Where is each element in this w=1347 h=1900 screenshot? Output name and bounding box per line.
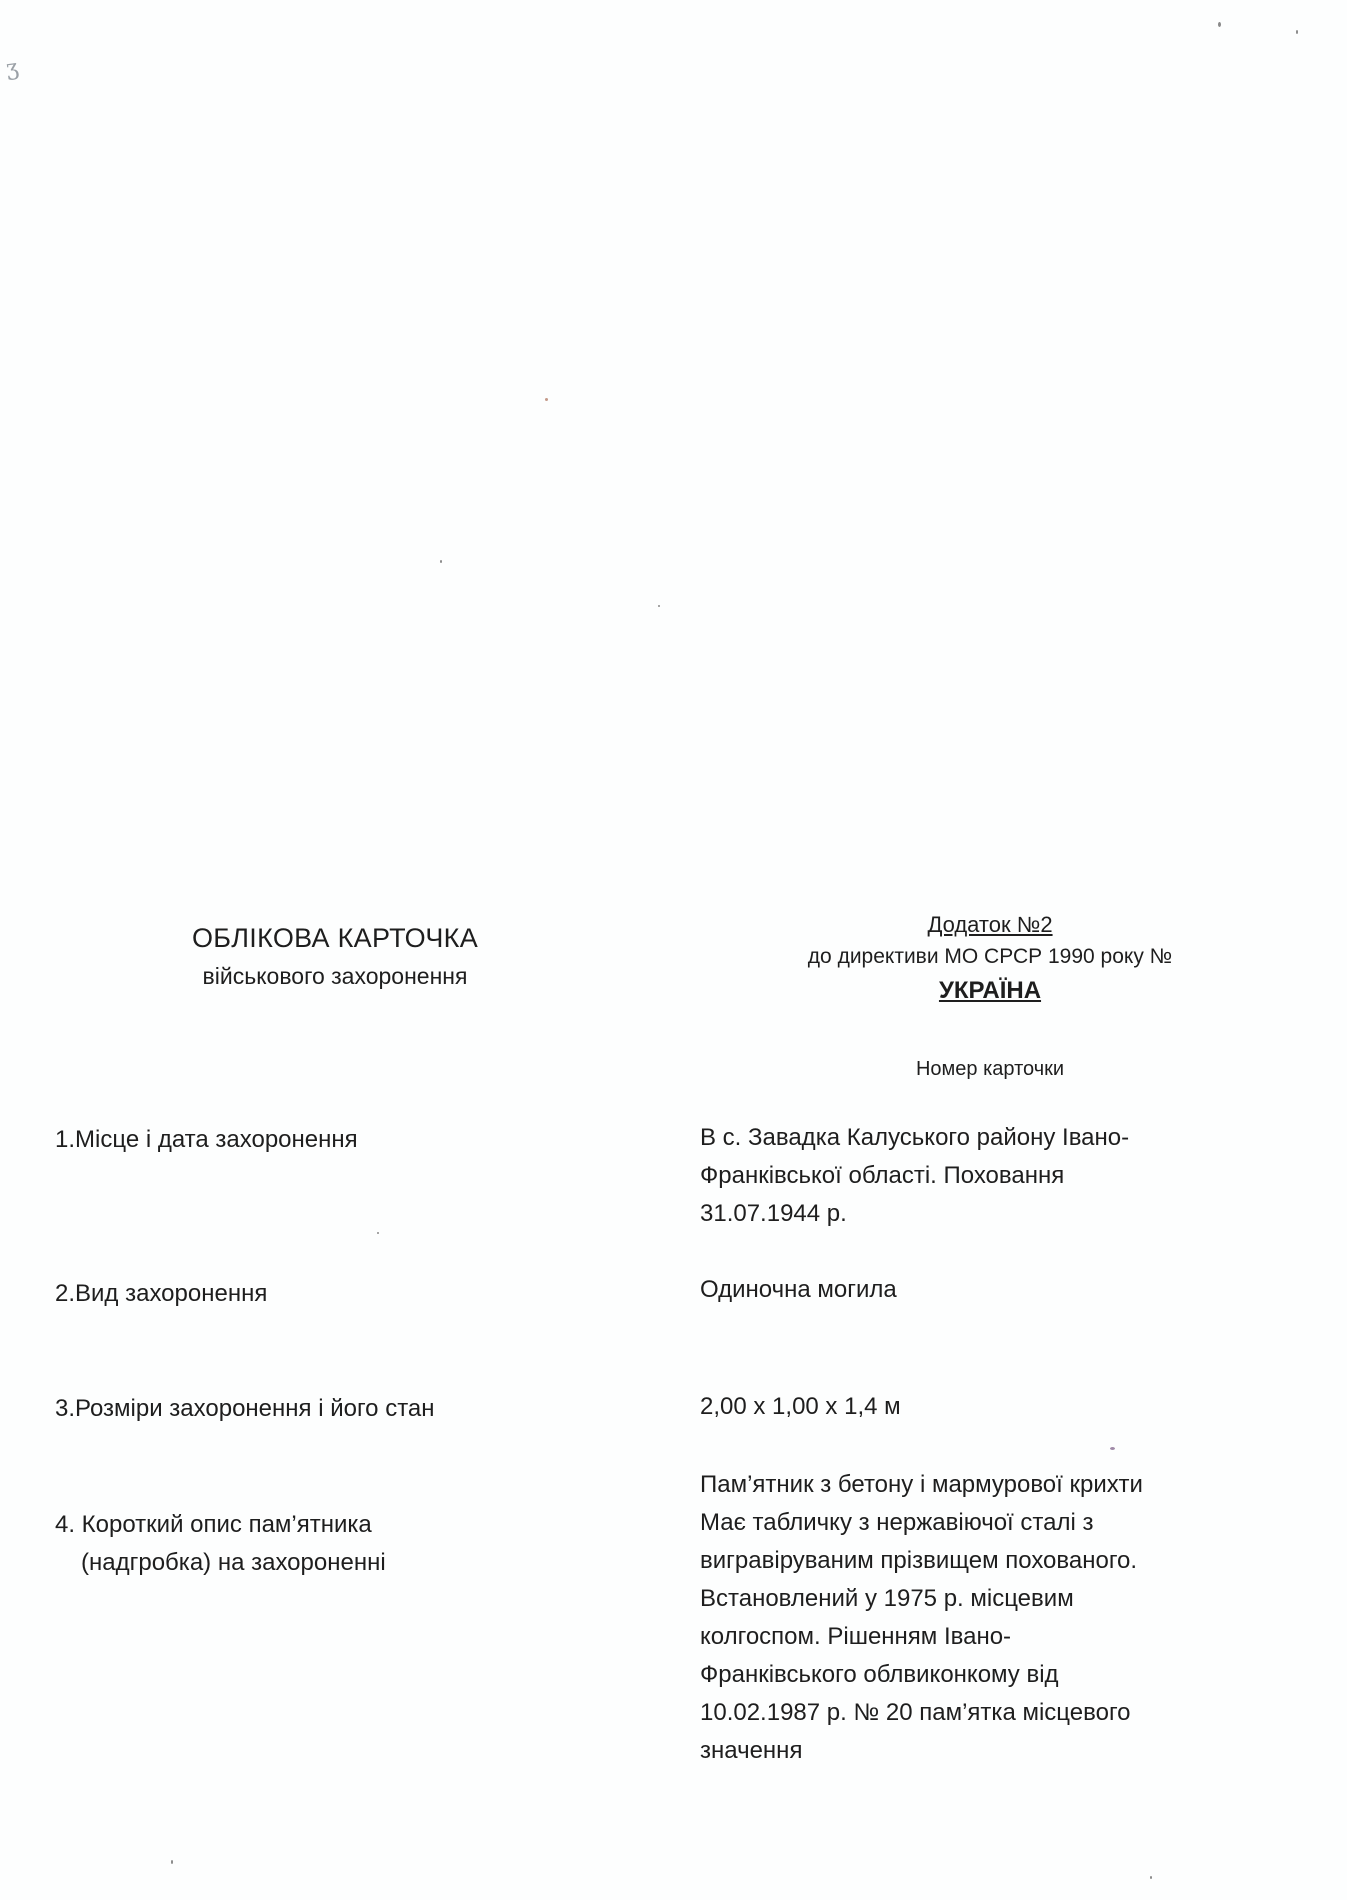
value-line: Одиночна могила: [700, 1276, 897, 1303]
field-burial-size-value: [700, 1388, 1300, 1426]
scan-speck: [171, 1860, 173, 1864]
field-burial-place-value: [700, 1119, 1300, 1233]
field-burial-type-value: [700, 1271, 1300, 1309]
value-line: Встановлений у 1975 р. місцевим: [700, 1585, 1074, 1612]
appendix-title: Додаток №2: [927, 912, 1053, 937]
appendix-block: [730, 910, 1250, 1008]
scan-speck: [1296, 30, 1298, 34]
field-burial-place-label: 1.Місце і дата захоронення: [55, 1126, 358, 1153]
field-burial-type-label: 2.Вид захоронення: [55, 1280, 268, 1307]
field-monument-description-value: [700, 1466, 1300, 1770]
scan-speck: [1150, 1876, 1152, 1879]
value-line: Пам’ятник з бетону і мармурової крихти: [700, 1471, 1143, 1498]
value-line: Має табличку з нержавіючої сталі з: [700, 1509, 1094, 1536]
value-line: Франківської області. Поховання: [700, 1162, 1065, 1189]
value-line: В с. Завадка Калуського району Івано-: [700, 1124, 1130, 1151]
card-title-block: [100, 920, 570, 992]
directive-reference: до директиви МО СРСР 1990 року №: [807, 945, 1173, 968]
value-line: 31.07.1944 р.: [700, 1200, 847, 1227]
scan-speck: [1218, 22, 1221, 27]
scan-speck: [658, 605, 660, 607]
scan-speck: [1110, 1447, 1115, 1450]
value-line: значення: [700, 1737, 803, 1764]
value-line: 10.02.1987 р. № 20 пам’ятка місцевого: [700, 1699, 1131, 1726]
card-number-label: Номер карточки: [915, 1058, 1065, 1080]
value-line: 2,00 х 1,00 х 1,4 м: [700, 1393, 901, 1420]
card-title: ОБЛІКОВА КАРТОЧКА: [191, 923, 479, 953]
label-line: (надгробка) на захороненні: [81, 1549, 386, 1576]
card-subtitle: військового захоронення: [202, 963, 468, 989]
scan-speck: [377, 1232, 379, 1234]
scan-pencil-mark: ʒ: [4, 55, 21, 82]
scan-speck: [440, 560, 442, 563]
label-line: 4. Короткий опис пам’ятника: [55, 1511, 372, 1538]
scan-speck: [545, 398, 548, 401]
country-name: УКРАЇНА: [938, 977, 1042, 1004]
value-line: колгоспом. Рішенням Івано-: [700, 1623, 1012, 1650]
value-line: вигравіруваним прізвищем похованого.: [700, 1547, 1138, 1574]
field-monument-description-label: [55, 1506, 655, 1582]
value-line: Франківського облвиконкому від: [700, 1661, 1059, 1688]
field-burial-size-label: 3.Розміри захоронення і його стан: [55, 1395, 435, 1422]
